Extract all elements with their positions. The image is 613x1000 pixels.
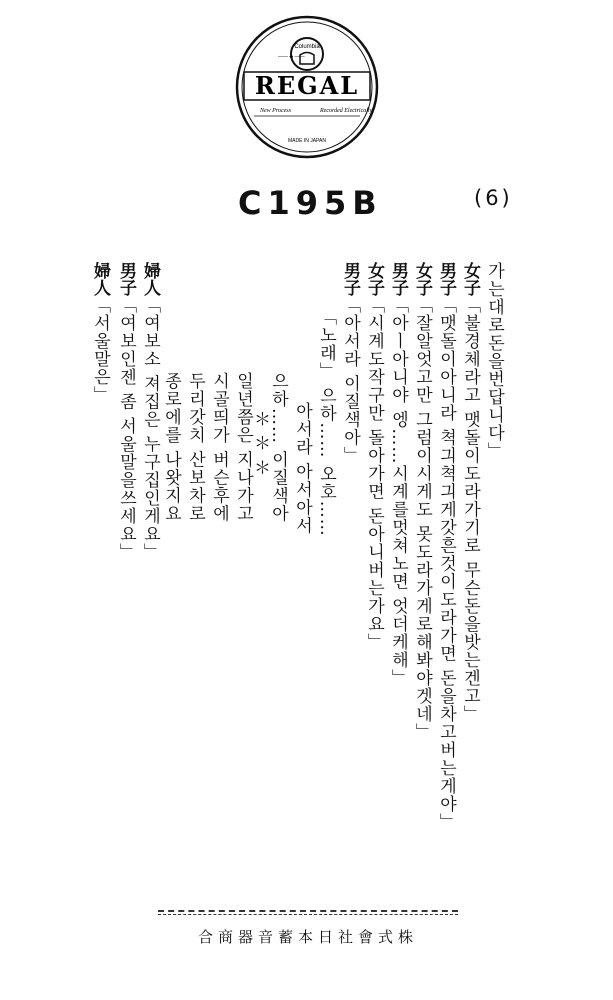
line-text: ＊ ＊ ＊ (250, 410, 270, 477)
line-text: 「서울말은」 (90, 296, 110, 404)
line-text: 「여보인젠 좀 서울말을쓰세요」 (116, 296, 136, 561)
svg-text:—— ◆ ——: —— ◆ —— (278, 54, 305, 60)
logo-top-text: Columbia (294, 44, 320, 50)
script-column (314, 308, 338, 537)
script-column (434, 262, 458, 831)
speaker-label: 男子 (436, 262, 456, 296)
line-text: 「아서라 이질색아」 (340, 296, 360, 465)
script-column (159, 372, 183, 522)
line-text: 으하…… 이질색아 (268, 372, 288, 523)
line-text: 아서라 아서아서 (292, 402, 312, 535)
line-text: 「잘알엇고만 그럼이시게도 못도라가게로해봐야겟네」 (412, 296, 432, 741)
script-column (410, 262, 434, 741)
script-column (290, 402, 314, 534)
logo-right-caption: Recorded Electrically (320, 108, 373, 114)
catalog-number: C195B (238, 184, 383, 222)
script-column (207, 372, 231, 522)
line-text: 시골띄가 버슨후에 (209, 372, 229, 523)
script-column (386, 262, 410, 687)
speaker-label: 男子 (116, 262, 136, 296)
speaker-label: 女子 (460, 262, 480, 296)
publisher-footer: 合商器音蓄本日社會式株 (197, 928, 418, 946)
script-column (114, 262, 138, 561)
line-text: 「아ㅣ아니야 엥……시계를멋쳐노면 엇더케해」 (388, 296, 408, 687)
script-column (88, 262, 112, 404)
line-text: 일년쯤은 지나가고 (233, 372, 253, 523)
script-column (362, 262, 386, 651)
script-column (482, 262, 506, 460)
line-text: 「여보소 져집은 누구집인게요」 (140, 296, 160, 561)
line-text: 「불경체라고 맷돌이도라가기로 무슨돈을밧는겐고」 (460, 296, 480, 723)
line-text: 두리갓치 산보차로 (185, 372, 205, 523)
script-column (338, 262, 362, 464)
line-text: 「맷돌이아니라 쳑긔쳑긔게갓흔것이도라가면 돈을차고버는게야」 (436, 296, 456, 831)
line-text: 가는대로돈을번답니다」 (484, 262, 504, 460)
script-column (183, 372, 207, 522)
speaker-label: 女子 (364, 262, 384, 296)
speaker-label: 男子 (388, 262, 408, 296)
footer-divider (158, 910, 458, 912)
script-column (458, 262, 482, 723)
logo-bottom-text: MADE IN JAPAN (288, 138, 326, 144)
speaker-label: 婦人 (140, 262, 160, 296)
regal-columbia-logo (234, 14, 380, 160)
footer-divider-inner (158, 914, 458, 915)
logo-left-caption: New Process (260, 108, 291, 114)
line-text: 종로에를 나왓지요 (161, 372, 181, 523)
line-text: 「시계도작구만 돌아가면 돈아니버는가요」 (364, 296, 384, 651)
speaker-label: 女子 (412, 262, 432, 296)
line-text: 「노래」 으하…… 오호…… (316, 308, 336, 537)
script-column (231, 372, 255, 522)
side-number: (6) (474, 186, 513, 210)
script-column (138, 262, 162, 561)
logo-brand: REGAL (254, 71, 360, 100)
speaker-label: 婦人 (90, 262, 110, 296)
speaker-label: 男子 (340, 262, 360, 296)
